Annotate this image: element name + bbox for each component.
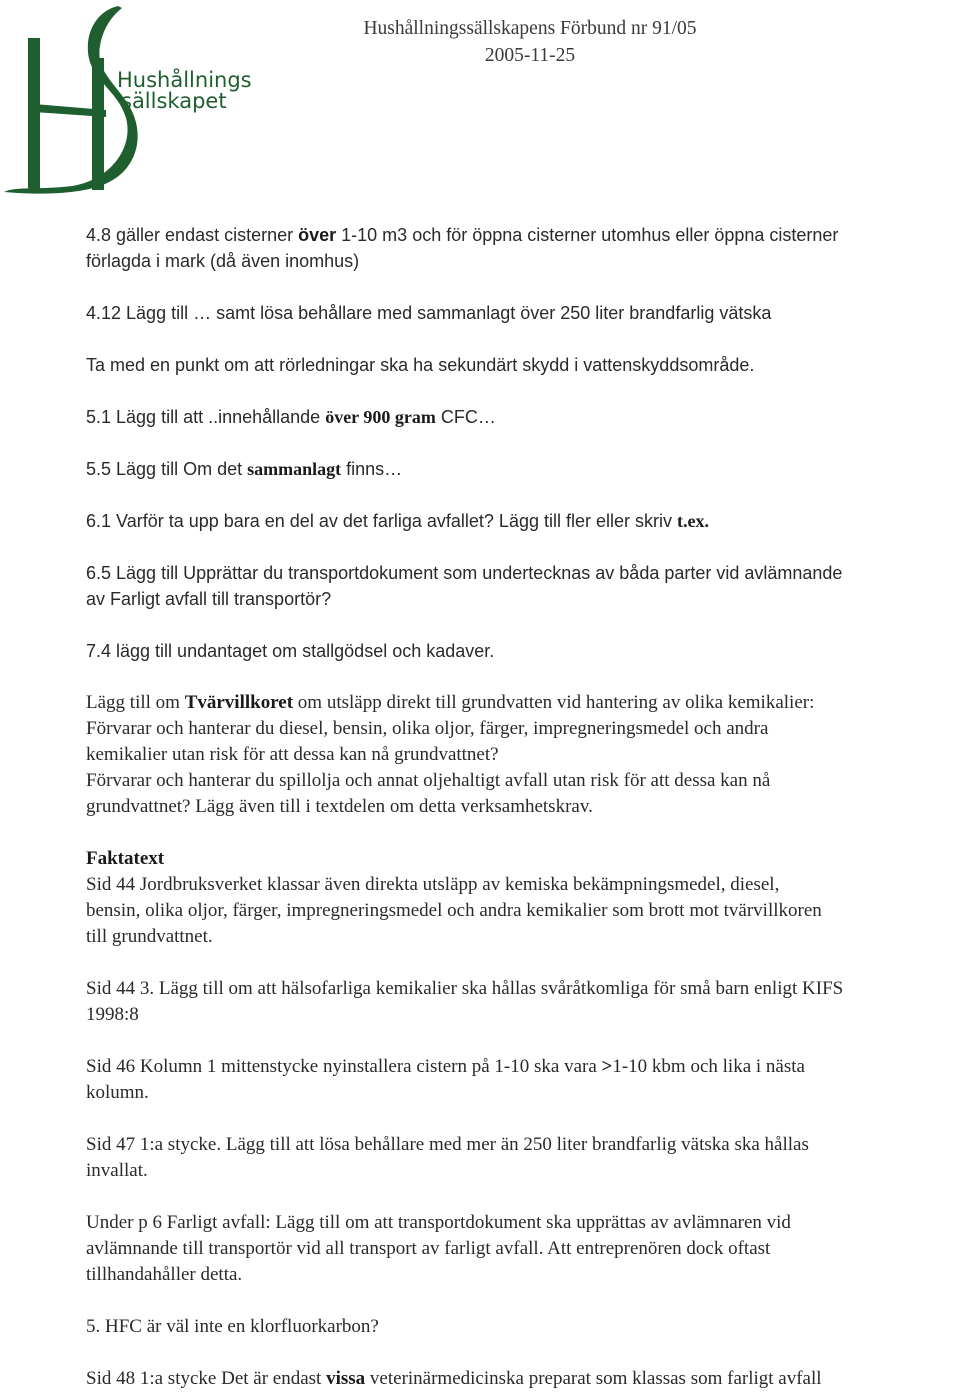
para-4-12: 4.12 Lägg till … samt lösa behållare med sammanlagt över 250 liter brandfarlig vätska — [86, 303, 772, 323]
para-4-8-cont: förlagda i mark (då även inomhus) — [86, 251, 360, 271]
para-sid46 — [86, 1054, 960, 1080]
para-tvarvillkor-line: grundvattnet? Lägg även till i textdelen om detta verksamhetskrav. — [86, 796, 593, 817]
para-punkt: Ta med en punkt om att rörledningar ska ha sekundärt skydd i vattenskyddsområde. — [86, 355, 755, 375]
para-tvarvillkor-line: Förvarar och hanterar du diesel, bensin, olika oljor, färger, impregneringsmedel och andra — [86, 718, 769, 739]
para-sid48 — [86, 1366, 960, 1392]
faktatext-heading — [86, 846, 960, 872]
logo-line2: sällskapet — [121, 89, 227, 113]
document-header-title: Hushållningssällskapens Förbund nr 91/05 — [363, 18, 697, 39]
logo-wordmark — [117, 70, 252, 112]
text: Sid 48 1:a stycke Det är endast — [86, 1368, 327, 1389]
para-tvarvillkor-line: kemikalier utan risk för att dessa kan nå grundvattnet? — [86, 744, 499, 765]
para-tvarvillkor-line: Förvarar och hanterar du spillolja och annat oljehaltigt avfall utan risk för att dessa kan nå — [86, 770, 771, 791]
logo-line1: Hushållnings — [117, 68, 252, 92]
text: 5.5 Lägg till Om det — [86, 459, 248, 479]
emphasis: över — [298, 225, 337, 245]
text: om utsläpp direkt till grundvatten vid hantering av olika kemikalier: — [293, 692, 815, 713]
document-header-date: 2005-11-25 — [484, 45, 576, 66]
text: 4.8 gäller endast cisterner — [86, 225, 299, 245]
para-p6-farligt-avfall: Under p 6 Farligt avfall: Lägg till om att transportdokument ska upprättas av avlämnaren vid — [86, 1212, 791, 1233]
para-tvarvillkor — [86, 690, 960, 716]
heading-text: Faktatext — [86, 848, 165, 869]
text: CFC… — [435, 407, 496, 427]
emphasis: t.ex. — [677, 511, 709, 531]
para-6-1 — [86, 508, 960, 534]
text: veterinärmedicinska preparat som klassas som farligt avfall — [365, 1368, 822, 1389]
para-4-8 — [86, 222, 960, 248]
faktatext-line: till grundvattnet. — [86, 926, 213, 947]
para-5-5 — [86, 456, 960, 482]
emphasis: vissa — [326, 1368, 366, 1389]
para-sid46-cont: kolumn. — [86, 1082, 149, 1103]
text: 5.1 Lägg till att ..innehållande — [86, 407, 326, 427]
text: 6.1 Varför ta upp bara en del av det farliga avfallet? Lägg till fler eller skriv — [86, 511, 677, 531]
emphasis: över 900 gram — [325, 407, 436, 427]
para-p6-line: tillhandahåller detta. — [86, 1264, 243, 1285]
para-6-5: 6.5 Lägg till Upprättar du transportdokument som undertecknas av båda parter vid avlämnande — [86, 563, 843, 583]
text: finns… — [341, 459, 403, 479]
text: 1-10 kbm och lika i nästa — [612, 1056, 805, 1077]
emphasis: > — [601, 1056, 613, 1077]
para-6-5-cont: av Farligt avfall till transportör? — [86, 589, 332, 609]
para-hfc: 5. HFC är väl inte en klorfluorkarbon? — [86, 1316, 379, 1337]
document-body — [86, 222, 960, 1392]
faktatext-line: Sid 44 Jordbruksverket klassar även direkta utsläpp av kemiska bekämpningsmedel, diesel, — [86, 874, 780, 895]
para-sid47: Sid 47 1:a stycke. Lägg till att lösa behållare med mer än 250 liter brandfarlig vätska ska hållas — [86, 1134, 809, 1155]
text: 1-10 m3 och för öppna cisterner utomhus eller öppna cisterner — [336, 225, 839, 245]
text: Lägg till om — [86, 692, 185, 713]
para-5-1 — [86, 404, 960, 430]
emphasis: Tvärvillkoret — [184, 692, 294, 713]
para-sid44-3: Sid 44 3. Lägg till om att hälsofarliga kemikalier ska hållas svåråtkomliga för små barn enligt KIFS — [86, 978, 844, 999]
emphasis: sammanlagt — [247, 459, 342, 479]
faktatext-line: bensin, olika oljor, färger, impregneringsmedel och andra kemikalier som brott mot tvärvillkoren — [86, 900, 822, 921]
para-7-4: 7.4 lägg till undantaget om stallgödsel och kadaver. — [86, 641, 495, 661]
text: Sid 46 Kolumn 1 mittenstycke nyinstallera cistern på 1-10 ska vara — [86, 1056, 602, 1077]
para-p6-line: avlämnande till transportör vid all transport av farligt avfall. Att entreprenören dock oftast — [86, 1238, 771, 1259]
para-sid47-cont: invallat. — [86, 1160, 148, 1181]
para-sid44-3-cont: 1998:8 — [86, 1004, 139, 1025]
